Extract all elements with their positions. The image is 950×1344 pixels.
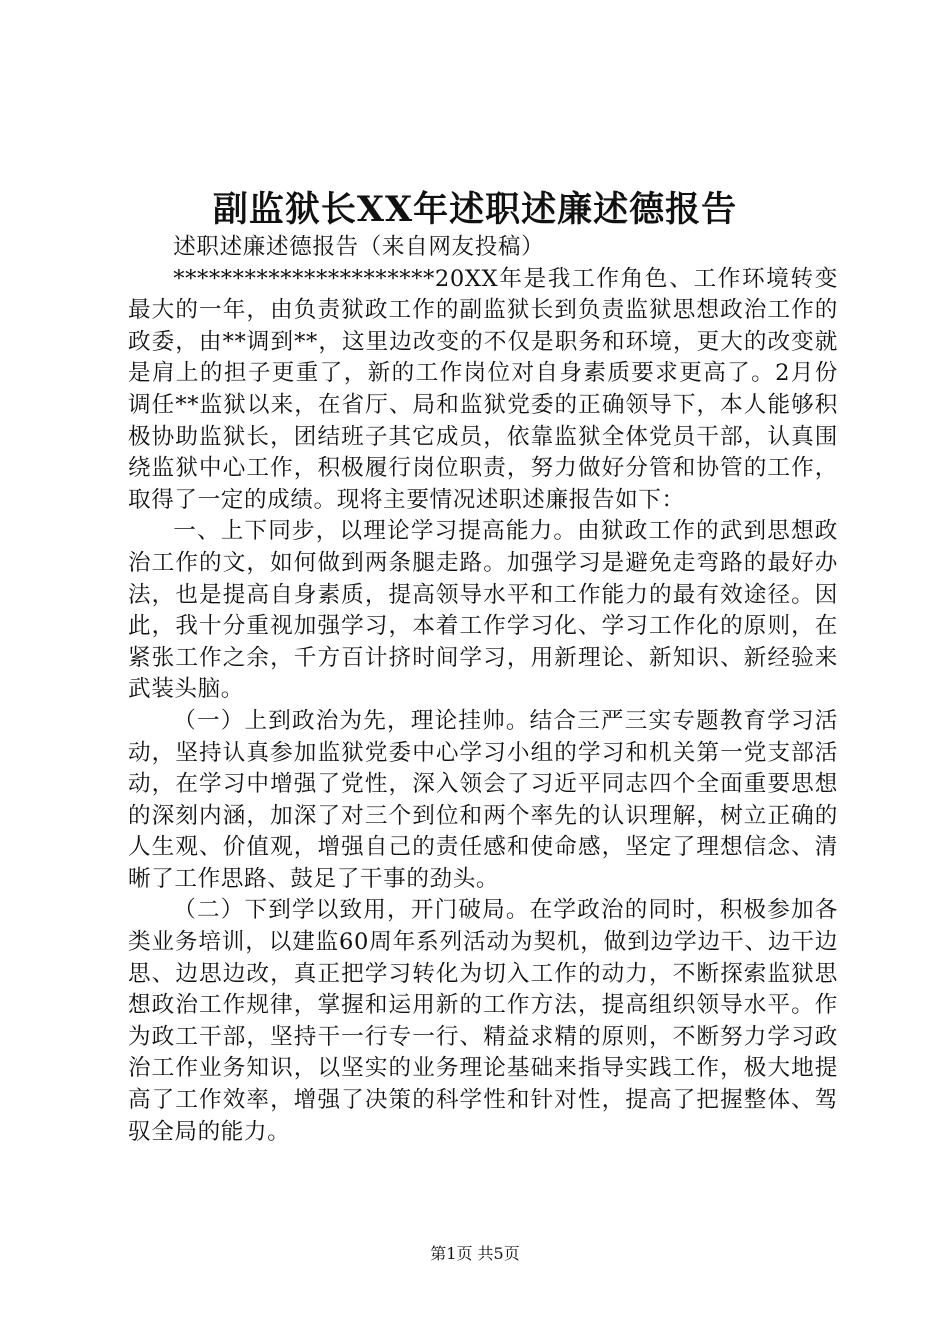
paragraph-subtitle: 述职述廉述德报告（来自网友投稿）: [173, 234, 545, 260]
paragraph-subsection-1: （一）上到政治为先，理论挂帅。结合三严三实专题教育学习活动，坚持认真参加监狱党委中心学习小组的学习和机关第一党支部活动，在学习中增强了党性，深入领会了习近平同志四个全面重要思想的深刻内涵，加深了对三个到位和两个率先的认识理解，树立正确的人生观、价值观，增强自己的责任感和使命感，坚定了理想信念、清晰了工作思路、鼓足了干事的劲头。: [128, 707, 838, 892]
document-body: [128, 232, 838, 1148]
page-footer: 第1页 共5页: [430, 1244, 520, 1263]
document-title: 副监狱长XX年述职述廉述德报告: [212, 189, 738, 230]
paragraph-subsection-2: （二）下到学以致用，开门破局。在学政治的同时，积极参加各类业务培训，以建监60周年系列活动为契机，做到边学边干、边干边思、边思边改，真正把学习转化为切入工作的动力，不断探索监狱思想政治工作规律，掌握和运用新的工作方法，提高组织领导水平。作为政工干部，坚持干一行专一行、精益求精的原则，不断努力学习政治工作业务知识，以坚实的业务理论基础来指导实践工作，极大地提高了工作效率，增强了决策的科学性和针对性，提高了把握整体、驾驭全局的能力。: [128, 897, 838, 1145]
paragraph-section-1: 一、上下同步，以理论学习提高能力。由狱政工作的武到思想政治工作的文，如何做到两条腿走路。加强学习是避免走弯路的最好办法，也是提高自身素质，提高领导水平和工作能力的最有效途径。因此，我十分重视加强学习，本着工作学习化、学习工作化的原则，在紧张工作之余，千方百计挤时间学习，用新理论、新知识、新经验来武装头脑。: [128, 518, 838, 703]
paragraph-intro: **********************20XX年是我工作角色、工作环境转变最大的一年，由负责狱政工作的副监狱长到负责监狱思想政治工作的政委，由**调到**，这里边改变的不仅是职务和环境，更大的改变就是肩上的担子更重了，新的工作岗位对自身素质要求更高了。2月份调任**监狱以来，在省厅、局和监狱党委的正确领导下，本人能够积极协助监狱长，团结班子其它成员，依靠监狱全体党员干部，认真围绕监狱中心工作，积极履行岗位职责，努力做好分管和协管的工作，取得了一定的成绩。现将主要情况述职述廉报告如下：: [128, 265, 838, 513]
